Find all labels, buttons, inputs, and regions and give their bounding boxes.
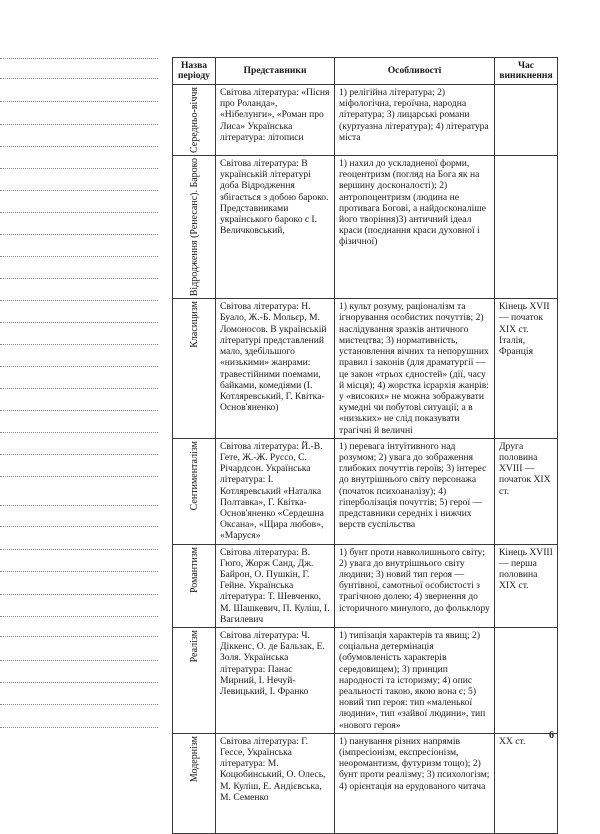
features-cell: 1) релігійна література; 2) міфологічна, героїчна, народна література; 3) лицарські романи (куртуазна література); 4) література міста bbox=[335, 85, 495, 156]
period-cell bbox=[173, 627, 216, 733]
table-header-row bbox=[173, 58, 558, 85]
note-line bbox=[0, 727, 158, 728]
time-cell bbox=[495, 85, 558, 156]
time-cell: XX ст. bbox=[495, 733, 558, 833]
note-line bbox=[0, 256, 158, 257]
period-cell bbox=[173, 733, 216, 833]
table-row bbox=[173, 627, 558, 733]
note-line bbox=[0, 146, 158, 147]
time-cell: Кінець XVII — початок XIX ст. Італія, Франція bbox=[495, 299, 558, 438]
time-cell: Кінець XVIII — перша половина XIX ст. bbox=[495, 544, 558, 627]
notes-lines-area bbox=[0, 0, 160, 771]
note-line bbox=[0, 704, 158, 705]
period-name: Класицизм bbox=[188, 301, 200, 349]
representatives-cell: Світова література: Й.-В. Гете, Ж.-Ж. Руссо, С. Річардсон. Українська література: І. Котляревський «Наталка Полтавка», Г. Квітка-Основ'яненко «Сердешна Оксана», «Щира любов», «Маруся» bbox=[216, 438, 335, 544]
period-name: Реалізм bbox=[188, 629, 200, 663]
table-row bbox=[173, 85, 558, 156]
note-line bbox=[0, 366, 158, 367]
table-row bbox=[173, 299, 558, 438]
note-line bbox=[0, 168, 158, 169]
note-line bbox=[0, 58, 158, 59]
note-line bbox=[0, 660, 158, 661]
note-line bbox=[0, 278, 158, 279]
note-line bbox=[0, 432, 158, 433]
features-cell: 1) культ розуму, раціоналізм та ігнорування особистих почуттів; 2) наслідування зразків античного мистецтва; 3) нормативність, установлення вічних та непорушних правил і законів (для драматургії — це закон «трьох єдностей» (дії, часу й місця); 4) жорстка ієрархія жанрів: у «високих» не можна зображувати кумедні чи побутові ситуації; а в «низьких» не слід показувати трагічні й величні bbox=[335, 299, 495, 438]
note-line bbox=[0, 300, 158, 301]
note-line bbox=[0, 101, 158, 102]
note-line bbox=[0, 616, 158, 617]
time-cell bbox=[495, 627, 558, 733]
representatives-cell: Світова література: Ч. Діккенс, О. де Бальзак, Е. Золя. Українська література: Панас Мирний, І. Нечуй-Левицький, І. Франко bbox=[216, 627, 335, 733]
period-cell bbox=[173, 438, 216, 544]
representatives-cell: Світова література: В. Гюго, Жорж Санд, Дж. Байрон, О. Пушкін, Г. Гейне. Українська література: Т. Шевченко, М. Шашкевич, П. Куліш, І. Вагилевич bbox=[216, 544, 335, 627]
header-period-name: Назва періоду bbox=[173, 58, 216, 85]
period-name: Сентименталізм bbox=[188, 440, 200, 511]
representatives-cell: Світова література: Г. Гессе, Українська література: М. Коцюбинський, О. Олесь, М. Куліш, Е. Андієвська, М. Семенко bbox=[216, 733, 335, 833]
note-line bbox=[0, 234, 158, 235]
header-representatives: Представники bbox=[216, 58, 335, 85]
table-row bbox=[173, 156, 558, 299]
note-line bbox=[0, 571, 158, 572]
table-row bbox=[173, 438, 558, 544]
header-time: Час виникнення bbox=[495, 58, 558, 85]
features-cell: 1) бунт проти навколишнього світу; 2) увага до внутрішнього світу людини; 3) новий тип героя — бунтівної, самотньої особистості з трагічною долею; 4) звернення до історичного минулого, до фольклору bbox=[335, 544, 495, 627]
note-line bbox=[0, 190, 158, 191]
note-line bbox=[0, 454, 158, 455]
table-row bbox=[173, 733, 558, 833]
note-line bbox=[0, 549, 158, 550]
table-row bbox=[173, 544, 558, 627]
note-line bbox=[0, 124, 158, 125]
representatives-cell: Світова література: «Пісня про Роланда», «Нібелунги», «Роман про Лиса» Українська література: літописи bbox=[216, 85, 335, 156]
note-line bbox=[0, 388, 158, 389]
features-cell: 1) нахил до ускладненої форми, геоцентризм (погляд на Бога як на вершину досконалості); 2) антропоцентризм (людина не противага Богові, а найдосконаліше його творіння)3) античний ідеал краси (поєднання краси духовної і фізичної) bbox=[335, 156, 495, 299]
period-name: Середньо-віччя bbox=[188, 87, 200, 154]
representatives-cell: Світова література: В українській літературі доба Відродження збігається з добою бароко. Представниками українського бароко є І. Величковський, bbox=[216, 156, 335, 299]
note-line bbox=[0, 594, 158, 595]
time-cell: Друга половина XVIII — початок XIX ст. bbox=[495, 438, 558, 544]
period-cell bbox=[173, 544, 216, 627]
note-line bbox=[0, 344, 158, 345]
period-name: Романтизм bbox=[188, 546, 200, 593]
note-line bbox=[0, 505, 158, 506]
note-line bbox=[0, 410, 158, 411]
representatives-cell: Світова література: Н. Буало, Ж.-Б. Мольєр, М. Ломоносов. В українській літературі представлений мало, здебільшого «низькими» жанрами: травестійними поемами, байками, комедіями (І. Котляревський, Г. Квітка-Основ'яненко) bbox=[216, 299, 335, 438]
note-line bbox=[0, 526, 158, 527]
period-name: Модернізм bbox=[188, 735, 200, 782]
page-number: 6 bbox=[549, 730, 554, 741]
header-features: Особливості bbox=[335, 58, 495, 85]
features-cell: 1) перевага інтуїтивного над розумом; 2) увага до зображення глибоких почуттів героїв; 3) інтерес до внутрішнього світу персонажа (початок психоаналізу); 4) гіперболізація почуттів; 5) герої — представники середніх і нижчих верств суспільства bbox=[335, 438, 495, 544]
note-line bbox=[0, 78, 158, 79]
note-line bbox=[0, 212, 158, 213]
period-cell bbox=[173, 156, 216, 299]
features-cell: 1) панування різних напрямів (імпресіонізм, експресіонізм, неоромантизм, футуризм тощо); 2) бунт проти реалізму; 3) психологізм; 4) орієнтація на ерудованого читача bbox=[335, 733, 495, 833]
note-line bbox=[0, 322, 158, 323]
features-cell: 1) типізація характерів та явищ; 2) соціальна детермінація (обумовленість характерів середовищем); 3) принцип народності та історизму; 4) опис реальності такою, якою вона є; 5) новий тип героя: тип «маленької людини», тип «зайвої людини», тип «нового героя» bbox=[335, 627, 495, 733]
note-line bbox=[0, 682, 158, 683]
time-cell bbox=[495, 156, 558, 299]
period-cell bbox=[173, 299, 216, 438]
note-line bbox=[0, 476, 158, 477]
note-line bbox=[0, 636, 158, 637]
period-cell bbox=[173, 85, 216, 156]
literary-periods-table bbox=[172, 57, 558, 834]
period-name: Відродження (Ренесанс). Бароко bbox=[188, 158, 200, 297]
